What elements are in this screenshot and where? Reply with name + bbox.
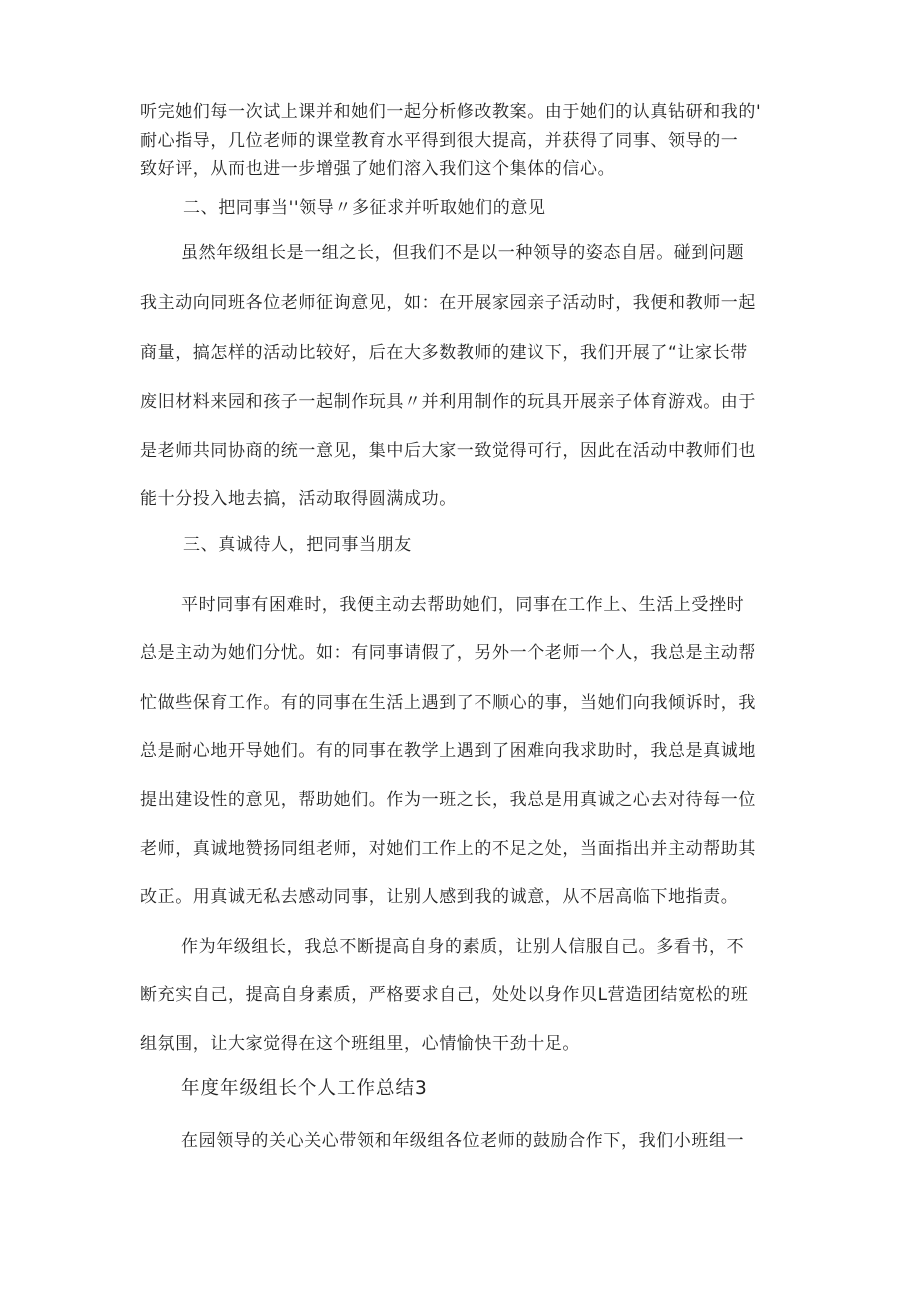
paragraph-line: 提出建设性的意见，帮助她们。作为一班之长，我总是用真诚之心去对待每一位 (140, 790, 756, 810)
paragraph-line: 耐心指导，几位老师的课堂教育水平得到很大提高，并获得了同事、领导的一 (140, 131, 739, 151)
section-heading: 二、把同事当''领导〃多征求并听取她们的意见 (183, 198, 546, 218)
paragraph-line: 老师，真诚地赞扬同组老师，对她们工作上的不足之处，当面指出并主动帮助其 (140, 839, 756, 859)
paragraph-line: 平时同事有困难时，我便主动去帮助她们，同事在工作上、生活上受挫时 (181, 595, 745, 615)
paragraph-line: 作为年级组长，我总不断提高自身的素质，让别人信服自己。多看书，不 (181, 937, 745, 957)
paragraph-line: 能十分投入地去搞，活动取得圆满成功。 (140, 489, 457, 509)
paragraph-line: 商量，搞怎样的活动比较好，后在大多数教师的建议下，我们开展了“让家长带 (140, 343, 748, 363)
paragraph-line: 总是耐心地开导她们。有的同事在教学上遇到了困难向我求助时，我总是真诚地 (140, 741, 756, 761)
paragraph-line: 废旧材料来园和孩子一起制作玩具〃并利用制作的玩具开展亲子体育游戏。由于 (140, 392, 756, 412)
paragraph-line: 断充实自己，提高自身素质，严格要求自己，处处以身作贝L营造团结宽松的班 (140, 985, 749, 1005)
paragraph-line: 总是主动为她们分忧。如：有同事请假了，另外一个老师一个人，我总是主动帮 (140, 643, 756, 663)
section-heading: 三、真诚待人，把同事当朋友 (183, 535, 412, 555)
paragraph-line: 致好评，从而也进一步增强了她们溶入我们这个集体的信心。 (140, 159, 616, 179)
section-title: 年度年级组长个人工作总结3 (181, 1078, 428, 1099)
paragraph-line: 我主动向同班各位老师征询意见，如：在开展家园亲子活动时，我便和教师一起 (140, 293, 756, 313)
paragraph-line: 虽然年级组长是一组之长，但我们不是以一种领导的姿态自居。碰到问题 (181, 243, 745, 263)
paragraph-line: 听完她们每一次试上课并和她们一起分析修改教案。由于她们的认真钻研和我的' (140, 102, 762, 122)
paragraph-line: 在园领导的关心关心带领和年级组各位老师的鼓励合作下，我们小班组一 (181, 1131, 745, 1151)
paragraph-line: 改正。用真诚无私去感动同事，让别人感到我的诚意，从不居高临下地指责。 (140, 887, 739, 907)
paragraph-line: 是老师共同协商的统一意见，集中后大家一致觉得可行，因此在活动中教师们也 (140, 441, 756, 461)
paragraph-line: 忙做些保育工作。有的同事在生活上遇到了不顺心的事，当她们向我倾诉时，我 (140, 693, 756, 713)
paragraph-line: 组氛围，让大家觉得在这个班组里，心情愉快干劲十足。 (140, 1034, 580, 1054)
